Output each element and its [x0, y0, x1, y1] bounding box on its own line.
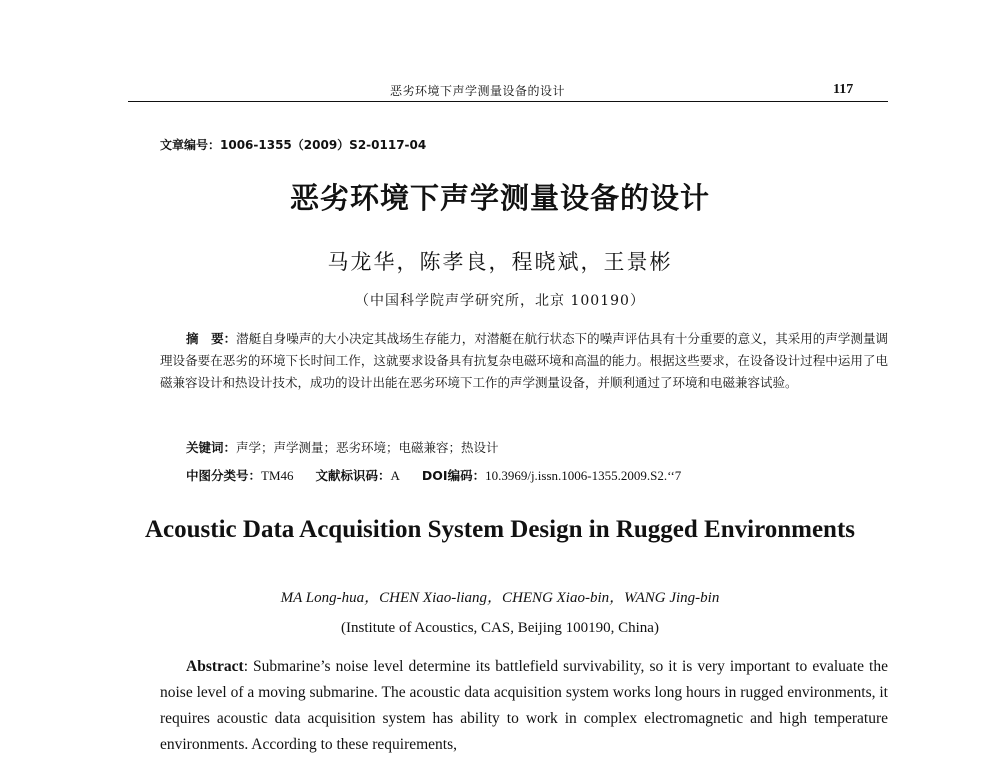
- abstract-english: [160, 654, 888, 758]
- abstract-english-text: : Submarine’s noise level determine its battlefield survivability, so it is very important to evaluate the noise level of a moving submarine. The acoustic data acquisition system works long hours in rugged environments, it requires acoustic data acquisition system has ability to work in complex electromagnetic and high temperature environments. According to these requirements,: [160, 658, 888, 753]
- abstract-english-label: Abstract: [186, 658, 244, 675]
- keywords-label: 关键词：: [186, 440, 237, 455]
- affiliation-chinese: （中国科学院声学研究所，北京 100190）: [355, 293, 645, 309]
- keywords-text: 声学；声学测量；恶劣环境；电磁兼容；热设计: [236, 440, 499, 455]
- classification-line: [186, 466, 681, 484]
- doi-label: DOI编码：: [421, 468, 486, 483]
- abstract-chinese: [160, 328, 888, 394]
- keywords-chinese: [186, 438, 499, 456]
- header-rule: [128, 101, 888, 102]
- affiliation-english: (Institute of Acoustics, CAS, Beijing 100190, China): [341, 620, 659, 636]
- doc-code-value: A: [390, 468, 400, 483]
- authors-english: MA Long-hua，CHEN Xiao-liang，CHENG Xiao-bin，WANG Jing-bin: [280, 590, 720, 606]
- title-english: Acoustic Data Acquisition System Design in Rugged Environments: [144, 516, 856, 543]
- authors-chinese: 马龙华，陈孝良，程晓斌，王景彬: [327, 250, 673, 274]
- doi-value: 10.3969/j.issn.1006-1355.2009.S2.‘‘7: [485, 468, 682, 483]
- abstract-chinese-text: 潜艇自身噪声的大小决定其战场生存能力，对潜艇在航行状态下的噪声评估具有十分重要的意义，其采用的声学测量调理设备要在恶劣的环境下长时间工作，这就要求设备具有抗复杂电磁环境和高温的能力。根据这些要求，在设备设计过程中运用了电磁兼容设计和热设计技术，成功的设计出能在恶劣环境下工作的声学测量设备，并顺利通过了环境和电磁兼容试验。: [160, 331, 888, 390]
- running-title: 恶劣环境下声学测量设备的设计: [390, 84, 566, 98]
- clc-label: 中图分类号：: [186, 468, 262, 483]
- doc-code-label: 文献标识码：: [315, 468, 391, 483]
- abstract-chinese-label: 摘 要：: [186, 331, 237, 346]
- article-number: 文章编号：1006-1355（2009）S2-0117-04: [160, 138, 427, 152]
- page-number: 117: [833, 82, 854, 97]
- title-chinese: 恶劣环境下声学测量设备的设计: [289, 181, 710, 215]
- clc-value: TM46: [261, 468, 294, 483]
